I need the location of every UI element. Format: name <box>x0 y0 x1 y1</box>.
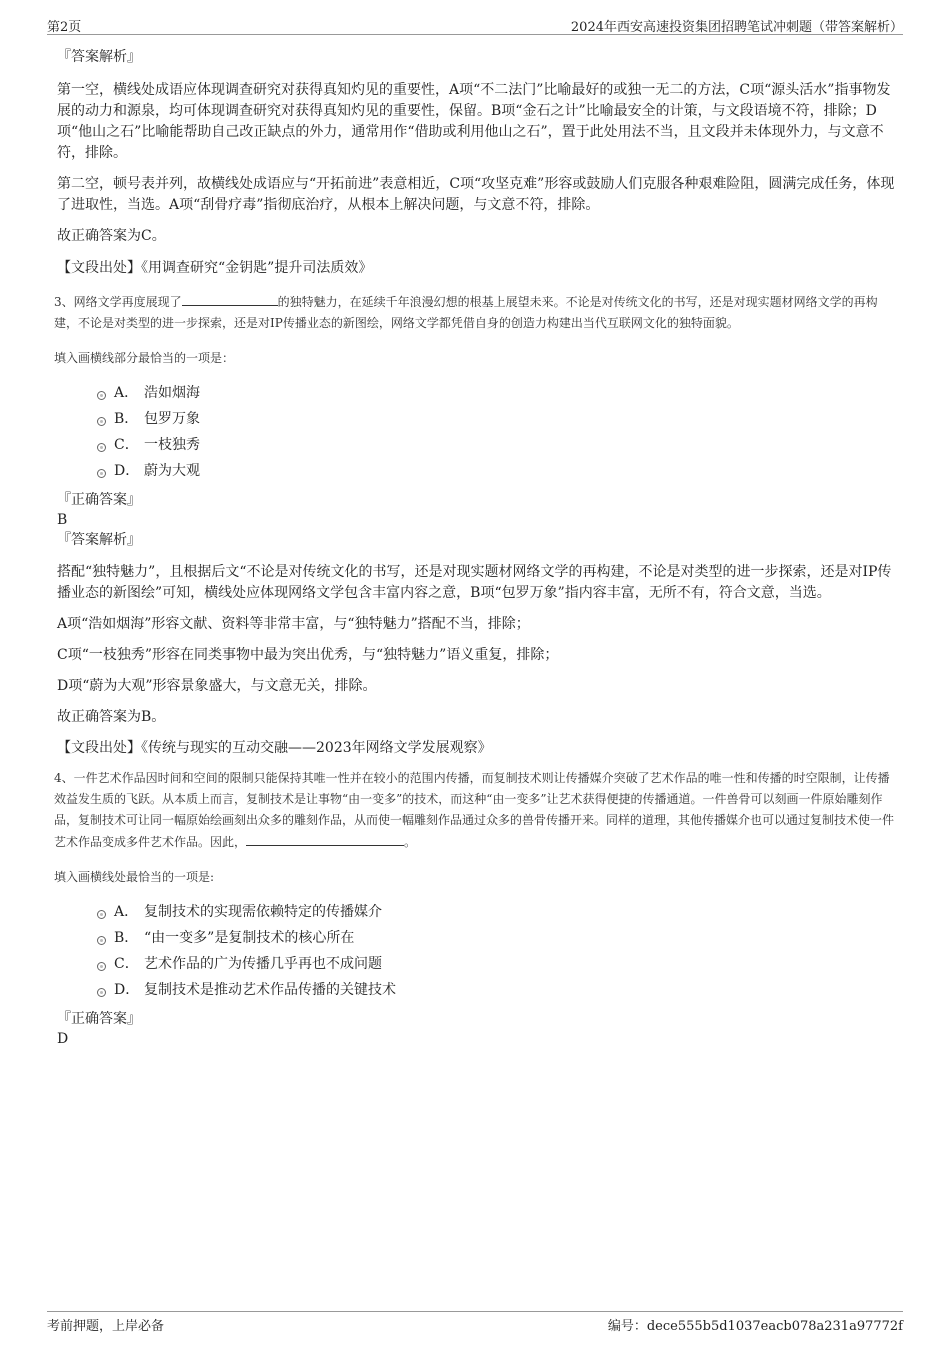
option-c[interactable]: C． 一枝独秀 <box>57 432 897 458</box>
radio-button-icon[interactable] <box>97 936 106 945</box>
radio-button-icon[interactable] <box>97 988 106 997</box>
answer-analysis-label: 『答案解析』 <box>57 49 141 65</box>
correct-answer-label: 『正确答案』 <box>57 492 141 508</box>
option-c[interactable]: C． 艺术作品的广为传播几乎再也不成问题 <box>57 951 897 977</box>
source-citation: 【文段出处】《用调查研究“金钥匙”提升司法质效》 <box>57 260 373 276</box>
document-title: 2024年西安高速投资集团招聘笔试冲刺题（带答案解析） <box>570 20 903 35</box>
radio-button-icon[interactable] <box>97 469 106 478</box>
option-d[interactable]: D． 复制技术是推动艺术作品传播的关键技术 <box>57 977 897 1003</box>
correct-answer: D <box>57 1031 69 1047</box>
analysis-paragraph: 第二空，顿号表并列，故横线处成语应与“开拓前进”表意相近，C项“攻坚克难”形容或鼓励人们克服各种艰难险阻，圆满完成任务，体现了进取性，当选。A项“刮骨疗毒”指彻底治疗，从根本上解决问题，与文意不符，排除。 <box>57 176 895 213</box>
page-number: 第2页 <box>47 20 82 35</box>
page-header <box>47 14 903 35</box>
fill-blank <box>246 831 404 846</box>
radio-button-icon[interactable] <box>97 391 106 400</box>
radio-button-icon[interactable] <box>97 417 106 426</box>
correct-answer-label: 『正确答案』 <box>57 1011 141 1027</box>
option-a[interactable]: A． 浩如烟海 <box>57 380 897 406</box>
analysis-paragraph: 搭配“独特魅力”，且根据后文“不论是对传统文化的书写，还是对现实题材网络文学的再构建，不论是对类型的进一步探索，还是对IP传播业态的新图绘”可知，横线处应体现网络文学包含丰富内容之意，B项“包罗万象”指内容丰富，无所不有，符合文意，当选。 <box>57 564 892 601</box>
question-3-options <box>57 380 897 484</box>
question-4-options <box>57 899 897 1003</box>
conclusion: 故正确答案为B。 <box>57 709 166 725</box>
conclusion: 故正确答案为C。 <box>57 228 166 244</box>
analysis-paragraph: A项“浩如烟海”形容文献、资料等非常丰富，与“独特魅力”搭配不当，排除； <box>57 616 530 632</box>
analysis-paragraph: D项“蔚为大观”形容景象盛大，与文意无关，排除。 <box>57 678 377 694</box>
source-citation: 【文段出处】《传统与现实的互动交融——2023年网络文学发展观察》 <box>57 740 492 756</box>
answer-analysis-label: 『答案解析』 <box>57 532 141 548</box>
radio-button-icon[interactable] <box>97 910 106 919</box>
radio-button-icon[interactable] <box>97 443 106 452</box>
footer-slogan: 考前押题，上岸必备 <box>47 1319 165 1334</box>
option-d[interactable]: D． 蔚为大观 <box>57 458 897 484</box>
option-a[interactable]: A． 复制技术的实现需依赖特定的传播媒介 <box>57 899 897 925</box>
correct-answer: B <box>57 512 68 528</box>
question-3-prompt: 填入画横线部分最恰当的一项是： <box>54 351 235 365</box>
question-3-stem: 3、网络文学再度展现了 的独特魅力，在延续千年浪漫幻想的根基上展望未来。不论是对传统文化的书写，还是对现实题材网络文学的再构建，不论是对类型的进一步探索，还是对IP传播业态的新图绘，网络文学都凭借自身的创造力构建出当代互联网文化的独特面貌。 <box>54 291 897 334</box>
document-id: 编号：dece555b5d1037eacb078a231a97772f <box>607 1319 903 1334</box>
option-b[interactable]: B． “由一变多”是复制技术的核心所在 <box>57 925 897 951</box>
page-content <box>54 47 897 1049</box>
question-4-prompt: 填入画横线处最恰当的一项是: <box>54 870 215 884</box>
analysis-paragraph: C项“一枝独秀”形容在同类事物中最为突出优秀，与“独特魅力”语义重复，排除； <box>57 647 559 663</box>
option-b[interactable]: B． 包罗万象 <box>57 406 897 432</box>
page-footer <box>47 1311 903 1334</box>
radio-button-icon[interactable] <box>97 962 106 971</box>
analysis-paragraph: 第一空，横线处成语应体现调查研究对获得真知灼见的重要性，A项“不二法门”比喻最好的或独一无二的方法，C项“源头活水”指事物发展的动力和源泉，均可体现调查研究对获得真知灼见的重要性，保留。B项“金石之计”比喻最安全的计策，与文段语境不符，排除；D项“他山之石”比喻能帮助自己改正缺点的外力，通常用作“借助或利用他山之石”，置于此处用法不当，且文段并未体现外力，与文意不符，排除。 <box>57 82 891 161</box>
question-4-stem: 4、一件艺术作品因时间和空间的限制只能保持其唯一性并在较小的范围内传播，而复制技术则让传播媒介突破了艺术作品的唯一性和传播的时空限制，让传播效益发生质的飞跃。从本质上而言，复制技术是让事物“由一变多”的技术，而这种“由一变多”让艺术获得便捷的传播通道。一件兽骨可以刻画一件原始雕刻作品，复制技术可让同一幅原始绘画刻出众多的雕刻作品，从而使一幅雕刻作品通过众多的兽骨传播开来。同样的道理，其他传播媒介也可以通过复制技术使一件艺术作品变成多件艺术作品。因此， 。 <box>54 771 895 849</box>
fill-blank <box>182 291 278 306</box>
